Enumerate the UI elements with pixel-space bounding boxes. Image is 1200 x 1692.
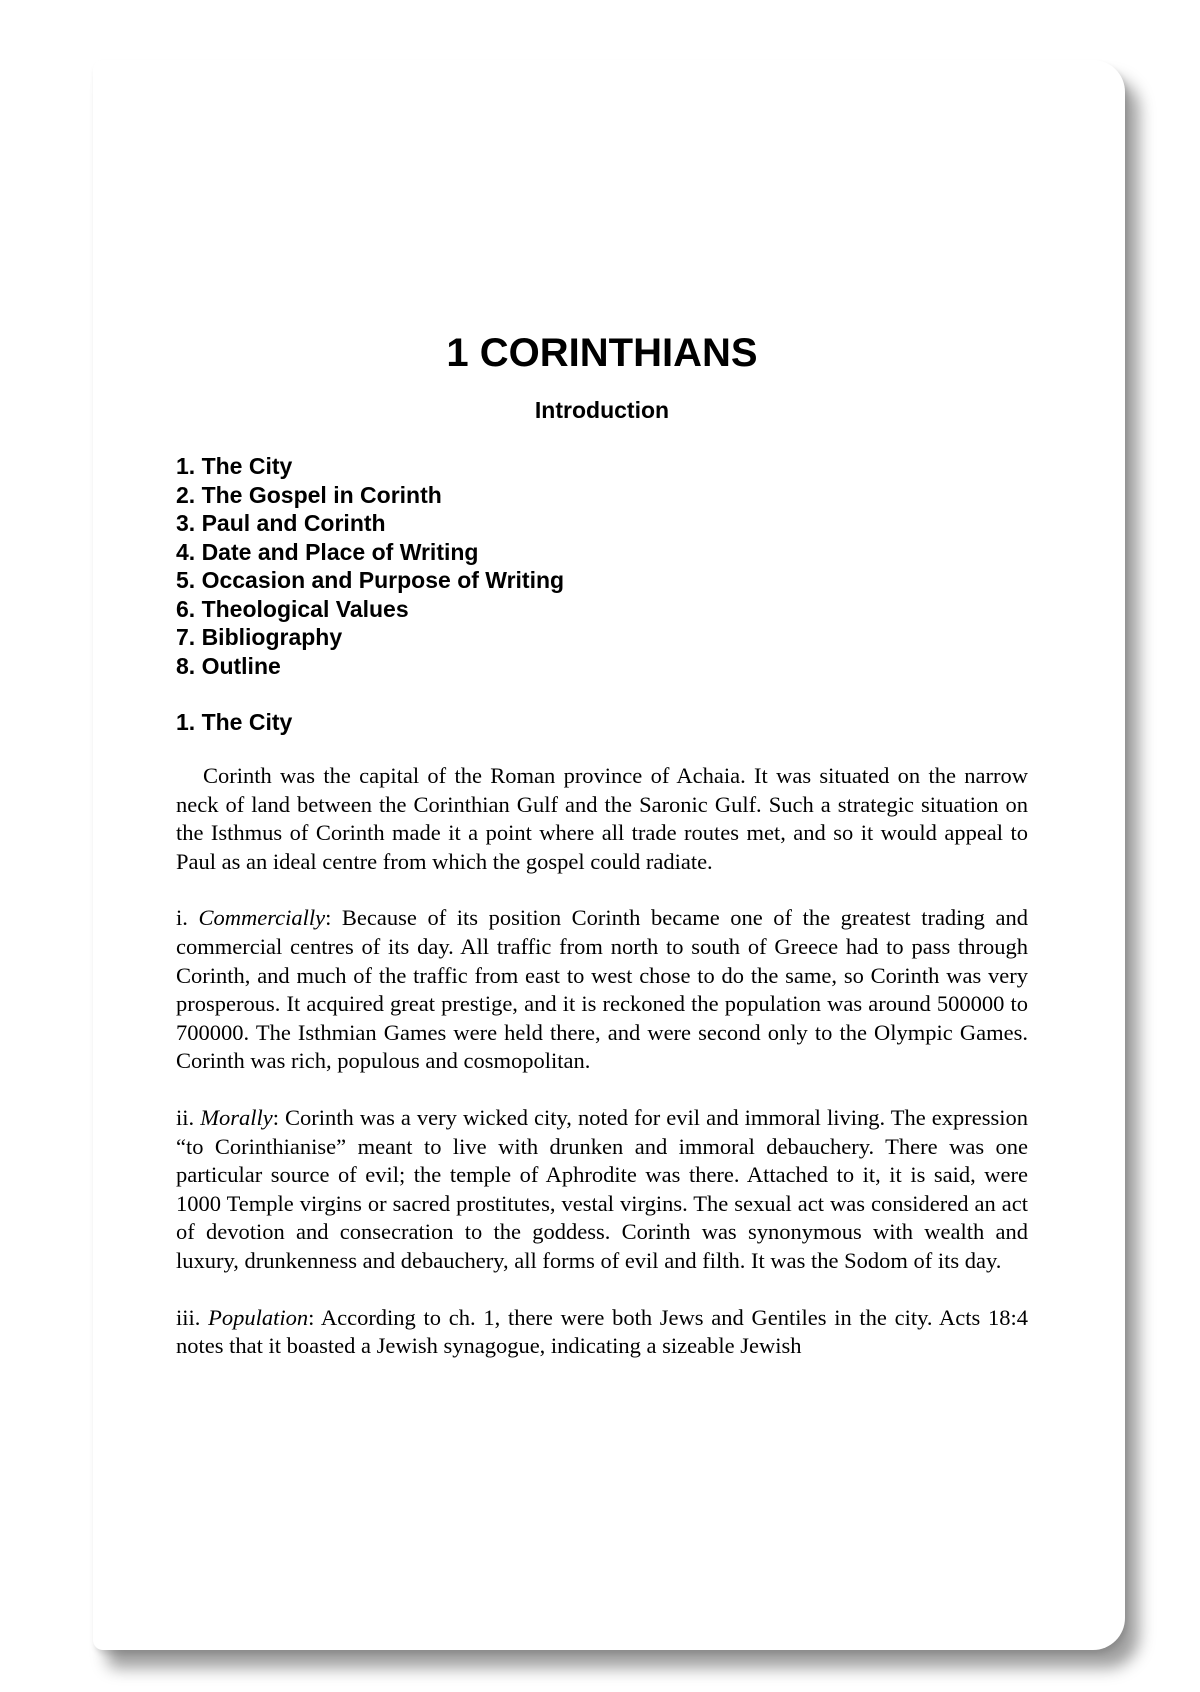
toc-item: 3. Paul and Corinth bbox=[176, 510, 386, 536]
commercially-paragraph bbox=[176, 904, 1028, 1076]
point-label: Commercially bbox=[198, 905, 326, 931]
point-numeral: iii. bbox=[176, 1304, 209, 1330]
toc-item: 4. Date and Place of Writing bbox=[176, 538, 479, 565]
table-of-contents bbox=[176, 452, 1028, 680]
point-label: Morally bbox=[200, 1104, 273, 1130]
introduction-subtitle: Introduction bbox=[534, 397, 670, 423]
population-paragraph bbox=[176, 1304, 1028, 1361]
intro-paragraph: Corinth was the capital of the Roman province of Achaia. It was situated on the narrow neck of land between the Corinthian Gulf and the Saronic Gulf. Such a strategic situation on the Isthmus of Corinth made it a point where all trade routes met, and so it would appeal to Paul as an ideal centre from which the gospel could radiate. bbox=[176, 763, 1028, 874]
book-title: 1 CORINTHIANS bbox=[446, 331, 758, 375]
toc-item: 6. Theological Values bbox=[176, 595, 409, 622]
page-content bbox=[176, 330, 1028, 1361]
point-numeral: i. bbox=[176, 905, 199, 931]
toc-item: 7. Bibliography bbox=[176, 624, 343, 650]
toc-item: 5. Occasion and Purpose of Writing bbox=[176, 567, 565, 593]
toc-item: 2. The Gospel in Corinth bbox=[176, 481, 442, 508]
point-label: Population bbox=[208, 1304, 309, 1330]
point-text: : Because of its position Corinth became one of the greatest trading and commercial centres of its day. All traffic from north to south of Greece had to pass through Corinth, and much of the traffic from east to west chose to do the same, so Corinth was very prosperous. It acquired great prestige, and it is reckoned the population was around 500000 to 700000. The Isthmian Games were held there, and were second only to the Olympic Games. Corinth was rich, populous and cosmopolitan. bbox=[176, 905, 1028, 1074]
point-numeral: ii. bbox=[176, 1104, 201, 1130]
toc-item: 1. The City bbox=[176, 453, 293, 479]
section-heading: 1. The City bbox=[176, 709, 293, 735]
point-text: : According to ch. 1, there were both Jews and Gentiles in the city. Acts 18:4 notes that it boasted a Jewish synagogue, indicating a sizeable Jewish bbox=[176, 1304, 1028, 1359]
toc-item: 8. Outline bbox=[176, 652, 281, 679]
morally-paragraph bbox=[176, 1104, 1028, 1276]
point-text: : Corinth was a very wicked city, noted for evil and immoral living. The expression “to Corinthianise” meant to live with drunken and immoral debauchery. There was one particular source of evil; the temple of Aphrodite was there. Attached to it, it is said, were 1000 Temple virgins or sacred prostitutes, vestal virgins. The sexual act was considered an act of devotion and consecration to the goddess. Corinth was synonymous with wealth and luxury, drunkenness and debauchery, all forms of evil and filth. It was the Sodom of its day. bbox=[176, 1104, 1029, 1273]
